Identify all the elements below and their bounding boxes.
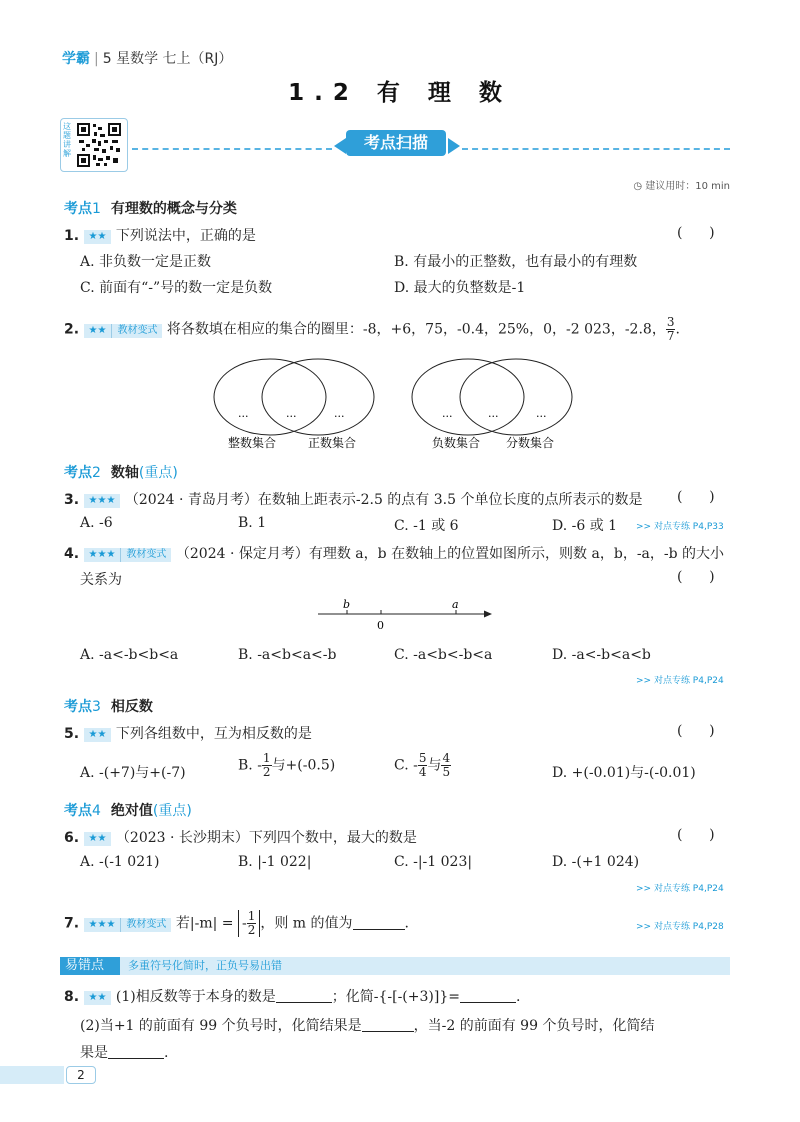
venn-label: 正数集合	[308, 436, 357, 450]
question-8-part-3: 果是 .	[80, 1045, 169, 1061]
option-d: D. +(-0.01)与-(-0.01)	[552, 765, 696, 781]
axis-label-zero: 0	[377, 619, 384, 632]
series-label: 5 星数学 七上（RJ）	[102, 51, 233, 67]
answer-bracket: ( )	[677, 489, 715, 505]
section-banner-label: 考点扫描	[346, 130, 446, 156]
practice-reference[interactable]: >> 对点专练 P4,P24	[636, 676, 724, 686]
qr-code-icon	[76, 122, 122, 168]
axis-label-a: a	[452, 598, 459, 611]
answer-blank[interactable]	[460, 988, 516, 1003]
option-c: C. -|-1 023|	[394, 854, 473, 870]
option-b: B. -a<b<a<-b	[238, 647, 337, 663]
answer-blank[interactable]	[276, 988, 332, 1003]
option-a: A. -a<-b<b<a	[80, 647, 179, 663]
svg-text:...: ...	[286, 407, 297, 420]
option-b: B. 有最小的正整数，也有最小的有理数	[394, 254, 638, 270]
option-b: B. - $\frac{1}{2}$ 与+(-0.5)	[238, 751, 336, 779]
option-c: C. -a<b<-b<a	[394, 647, 493, 663]
svg-text:...: ...	[488, 407, 499, 420]
practice-reference[interactable]: >> 对点专练 P4,P24	[636, 884, 724, 894]
option-a: A. 非负数一定是正数	[80, 254, 212, 270]
common-mistake-label: 易错点	[60, 957, 120, 975]
option-d: D. -6 或 1	[552, 518, 618, 534]
answer-bracket: ( )	[677, 827, 715, 843]
venn-diagrams	[200, 355, 580, 460]
common-mistake-bar	[60, 957, 730, 975]
clock-icon: ◷	[633, 181, 643, 192]
practice-reference[interactable]: >> 对点专练 P4,P28	[636, 922, 724, 932]
option-c: C. - $\frac{5}{4}$ 与 $\frac{4}{5}$	[394, 751, 451, 779]
qr-label: 这题讲解	[63, 122, 71, 158]
option-a: A. -(+7)与+(-7)	[80, 765, 186, 781]
option-b: B. 1	[238, 515, 267, 531]
question-2-stem: 2. ★★ 教材变式 将各数填在相应的集合的圈里：-8，+6，75，-0.4，25%，0，-2 023，-2.8， $\frac{3}{7}$ .	[64, 315, 680, 343]
venn-label: 整数集合	[228, 436, 277, 450]
question-6-stem: 6. ★★ （2023 · 长沙期末）下列四个数中，最大的数是	[64, 830, 417, 846]
question-4-stem: 4. ★★★ 教材变式 （2024 · 保定月考）有理数 a，b 在数轴上的位置如图所示，则数 a，b，-a，-b 的大小	[64, 546, 725, 562]
brand-logo: 学霸	[62, 51, 90, 67]
question-7-stem: 7. ★★★ 教材变式 若|-m| = - $\frac{1}{2}$ ，则 m 的值为 .	[64, 909, 409, 937]
answer-blank[interactable]	[108, 1044, 164, 1059]
question-5-stem: 5. ★★ 下列各组数中，互为相反数的是	[64, 726, 312, 742]
question-1-stem: 1. ★★ 下列说法中，正确的是	[64, 228, 256, 244]
answer-blank[interactable]	[362, 1017, 414, 1032]
option-d: D. -(+1 024)	[552, 854, 640, 870]
venn-label: 负数集合	[432, 436, 481, 450]
venn-label: 分数集合	[506, 436, 555, 450]
answer-blank[interactable]	[353, 915, 405, 930]
svg-text:...: ...	[536, 407, 547, 420]
difficulty-badge: ★★	[84, 230, 112, 244]
suggested-time: ◷ 建议用时：10 min	[633, 181, 730, 192]
venn-dots: ...	[238, 407, 249, 420]
number-line	[310, 598, 500, 634]
section-heading-1: 考点1 有理数的概念与分类	[64, 201, 237, 217]
question-4-stem-line2: 关系为	[80, 572, 122, 588]
question-3-stem: 3. ★★★ （2024 · 青岛月考）在数轴上距表示-2.5 的点有 3.5 个单位长度的点所表示的数是	[64, 492, 643, 508]
common-mistake-text: 多重符号化简时，正负号易出错	[128, 959, 282, 972]
option-b: B. |-1 022|	[238, 854, 312, 870]
page-title: 1.2 有 理 数	[288, 80, 512, 106]
section-heading-2: 考点2 数轴(重点)	[64, 465, 178, 481]
section-divider-left	[132, 148, 332, 150]
option-a: A. -(-1 021)	[80, 854, 160, 870]
footer-bar	[0, 1066, 64, 1084]
section-heading-3: 考点3 相反数	[64, 699, 153, 715]
section-heading-4: 考点4 绝对值(重点)	[64, 803, 192, 819]
section-banner	[332, 128, 462, 158]
header-brand: 学霸 | 5 星数学 七上（RJ）	[62, 51, 233, 67]
page-number: 2	[66, 1066, 96, 1084]
svg-text:...: ...	[334, 407, 345, 420]
svg-text:...: ...	[442, 407, 453, 420]
option-c: C. 前面有“-”号的数一定是负数	[80, 280, 273, 296]
axis-label-b: b	[343, 598, 351, 611]
answer-bracket: ( )	[677, 569, 715, 585]
answer-bracket: ( )	[677, 723, 715, 739]
question-8-part-1: 8. ★★ (1)相反数等于本身的数是 ；化简-{-[-(+3)]}= .	[64, 989, 521, 1005]
qr-code-block[interactable]	[60, 118, 128, 172]
option-d: D. -a<-b<a<b	[552, 647, 651, 663]
section-divider-right	[462, 148, 730, 150]
option-d: D. 最大的负整数是-1	[394, 280, 526, 296]
question-8-part-2: (2)当+1 的前面有 99 个负号时，化简结果是 ，当-2 的前面有 99 个负号时，化简结	[80, 1018, 655, 1034]
answer-bracket: ( )	[677, 225, 715, 241]
practice-reference[interactable]: >> 对点专练 P4,P33	[636, 522, 724, 532]
option-a: A. -6	[80, 515, 113, 531]
option-c: C. -1 或 6	[394, 518, 459, 534]
